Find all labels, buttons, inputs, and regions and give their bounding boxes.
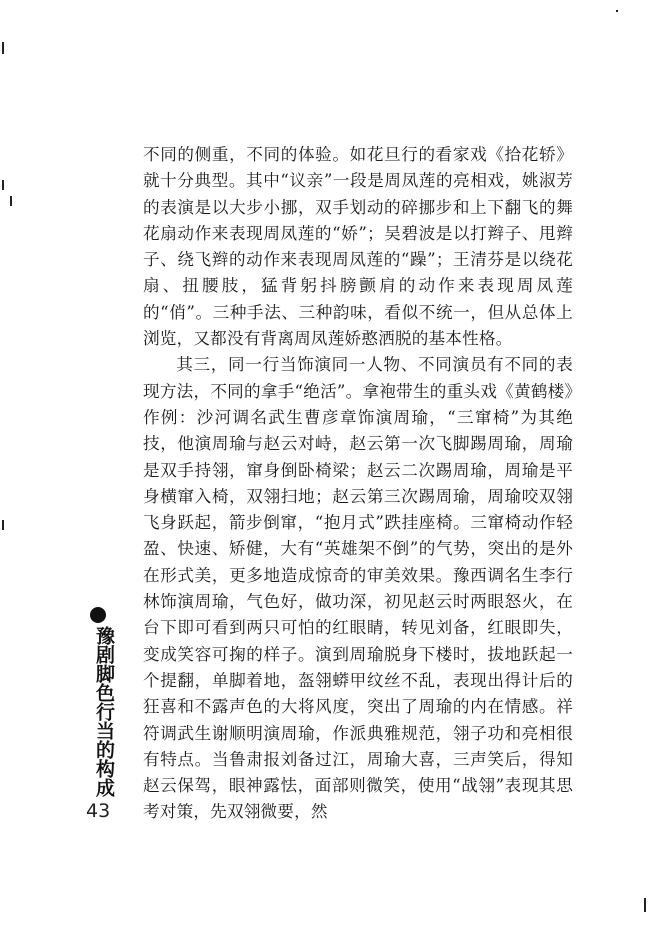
body-text <box>143 142 573 826</box>
scan-mark-right-2 <box>616 10 618 12</box>
scan-mark-left-4 <box>2 520 4 530</box>
scan-mark-right-1 <box>644 898 646 912</box>
scan-mark-left-2 <box>2 180 4 190</box>
paragraph-1: 不同的侧重，不同的体验。如花旦行的看家戏《拾花轿》就十分典型。其中“议亲”一段是周凤莲的亮相戏，姚淑芳的表演是以大步小挪，双手划动的碎挪步和上下翻飞的舞花扇动作来表现周凤莲的“娇”；吴碧波是以打辫子、甩辫子、绕飞辫的动作来表现周凤莲的“躁”；王清芬是以绕花扇、扭腰肢，猛背躬抖膀颤肩的动作来表现周凤莲的“俏”。三种手法、三种韵味，看似不统一，但从总体上浏览，又都没有背离周凤莲娇憨洒脱的基本性格。 <box>143 145 573 349</box>
bullet-dot-icon <box>90 607 106 623</box>
page-number: 43 <box>86 800 111 822</box>
paragraph-2: 其三，同一行当饰演同一人物、不同演员有不同的表现方法，不同的拿手“绝活”。拿袍带生的重头戏《黄鹤楼》作例：沙河调名武生曹彦章饰演周瑜，“三窜椅”为其绝技，他演周瑜与赵云对峙，赵云第一次飞脚踢周瑜，周瑜是双手持翎，窜身倒卧椅梁；赵云二次踢周瑜，周瑜是平身横窜入椅，双翎扫地；赵云第三次踢周瑜，周瑜咬双翎飞身跃起，箭步倒窜，“抱月式”跌挂座椅。三窜椅动作轻盈、快速、矫健，大有“英雄架不倒”的气势，突出的是外在形式美，更多地造成惊奇的审美效果。豫西调名生李行林饰演周瑜，气色好，做功深，初见赵云时两眼怒火，在台下即可看到两只可怕的红眼睛，转见刘备，红眼即失，变成笑容可掬的样子。演到周瑜脱身下楼时，拔地跃起一个提翻，单脚着地，盔翎蟒甲纹丝不乱，表现出得计后的狂喜和不露声色的大将风度，突出了周瑜的内在情感。祥符调武生谢顺明演周瑜，作派典雅规范，翎子功和亮相很有特点。当鲁肃报刘备过江，周瑜大喜，三声笑后，得知赵云保驾，眼神露怯，面部则微笑，使用“战翎”表现其思考对策，先双翎微要，然 <box>143 355 573 822</box>
running-chapter-title: 豫剧脚色行当的构成 <box>93 626 115 797</box>
scan-mark-left-3 <box>10 196 12 206</box>
scan-mark-left-1 <box>2 42 4 54</box>
